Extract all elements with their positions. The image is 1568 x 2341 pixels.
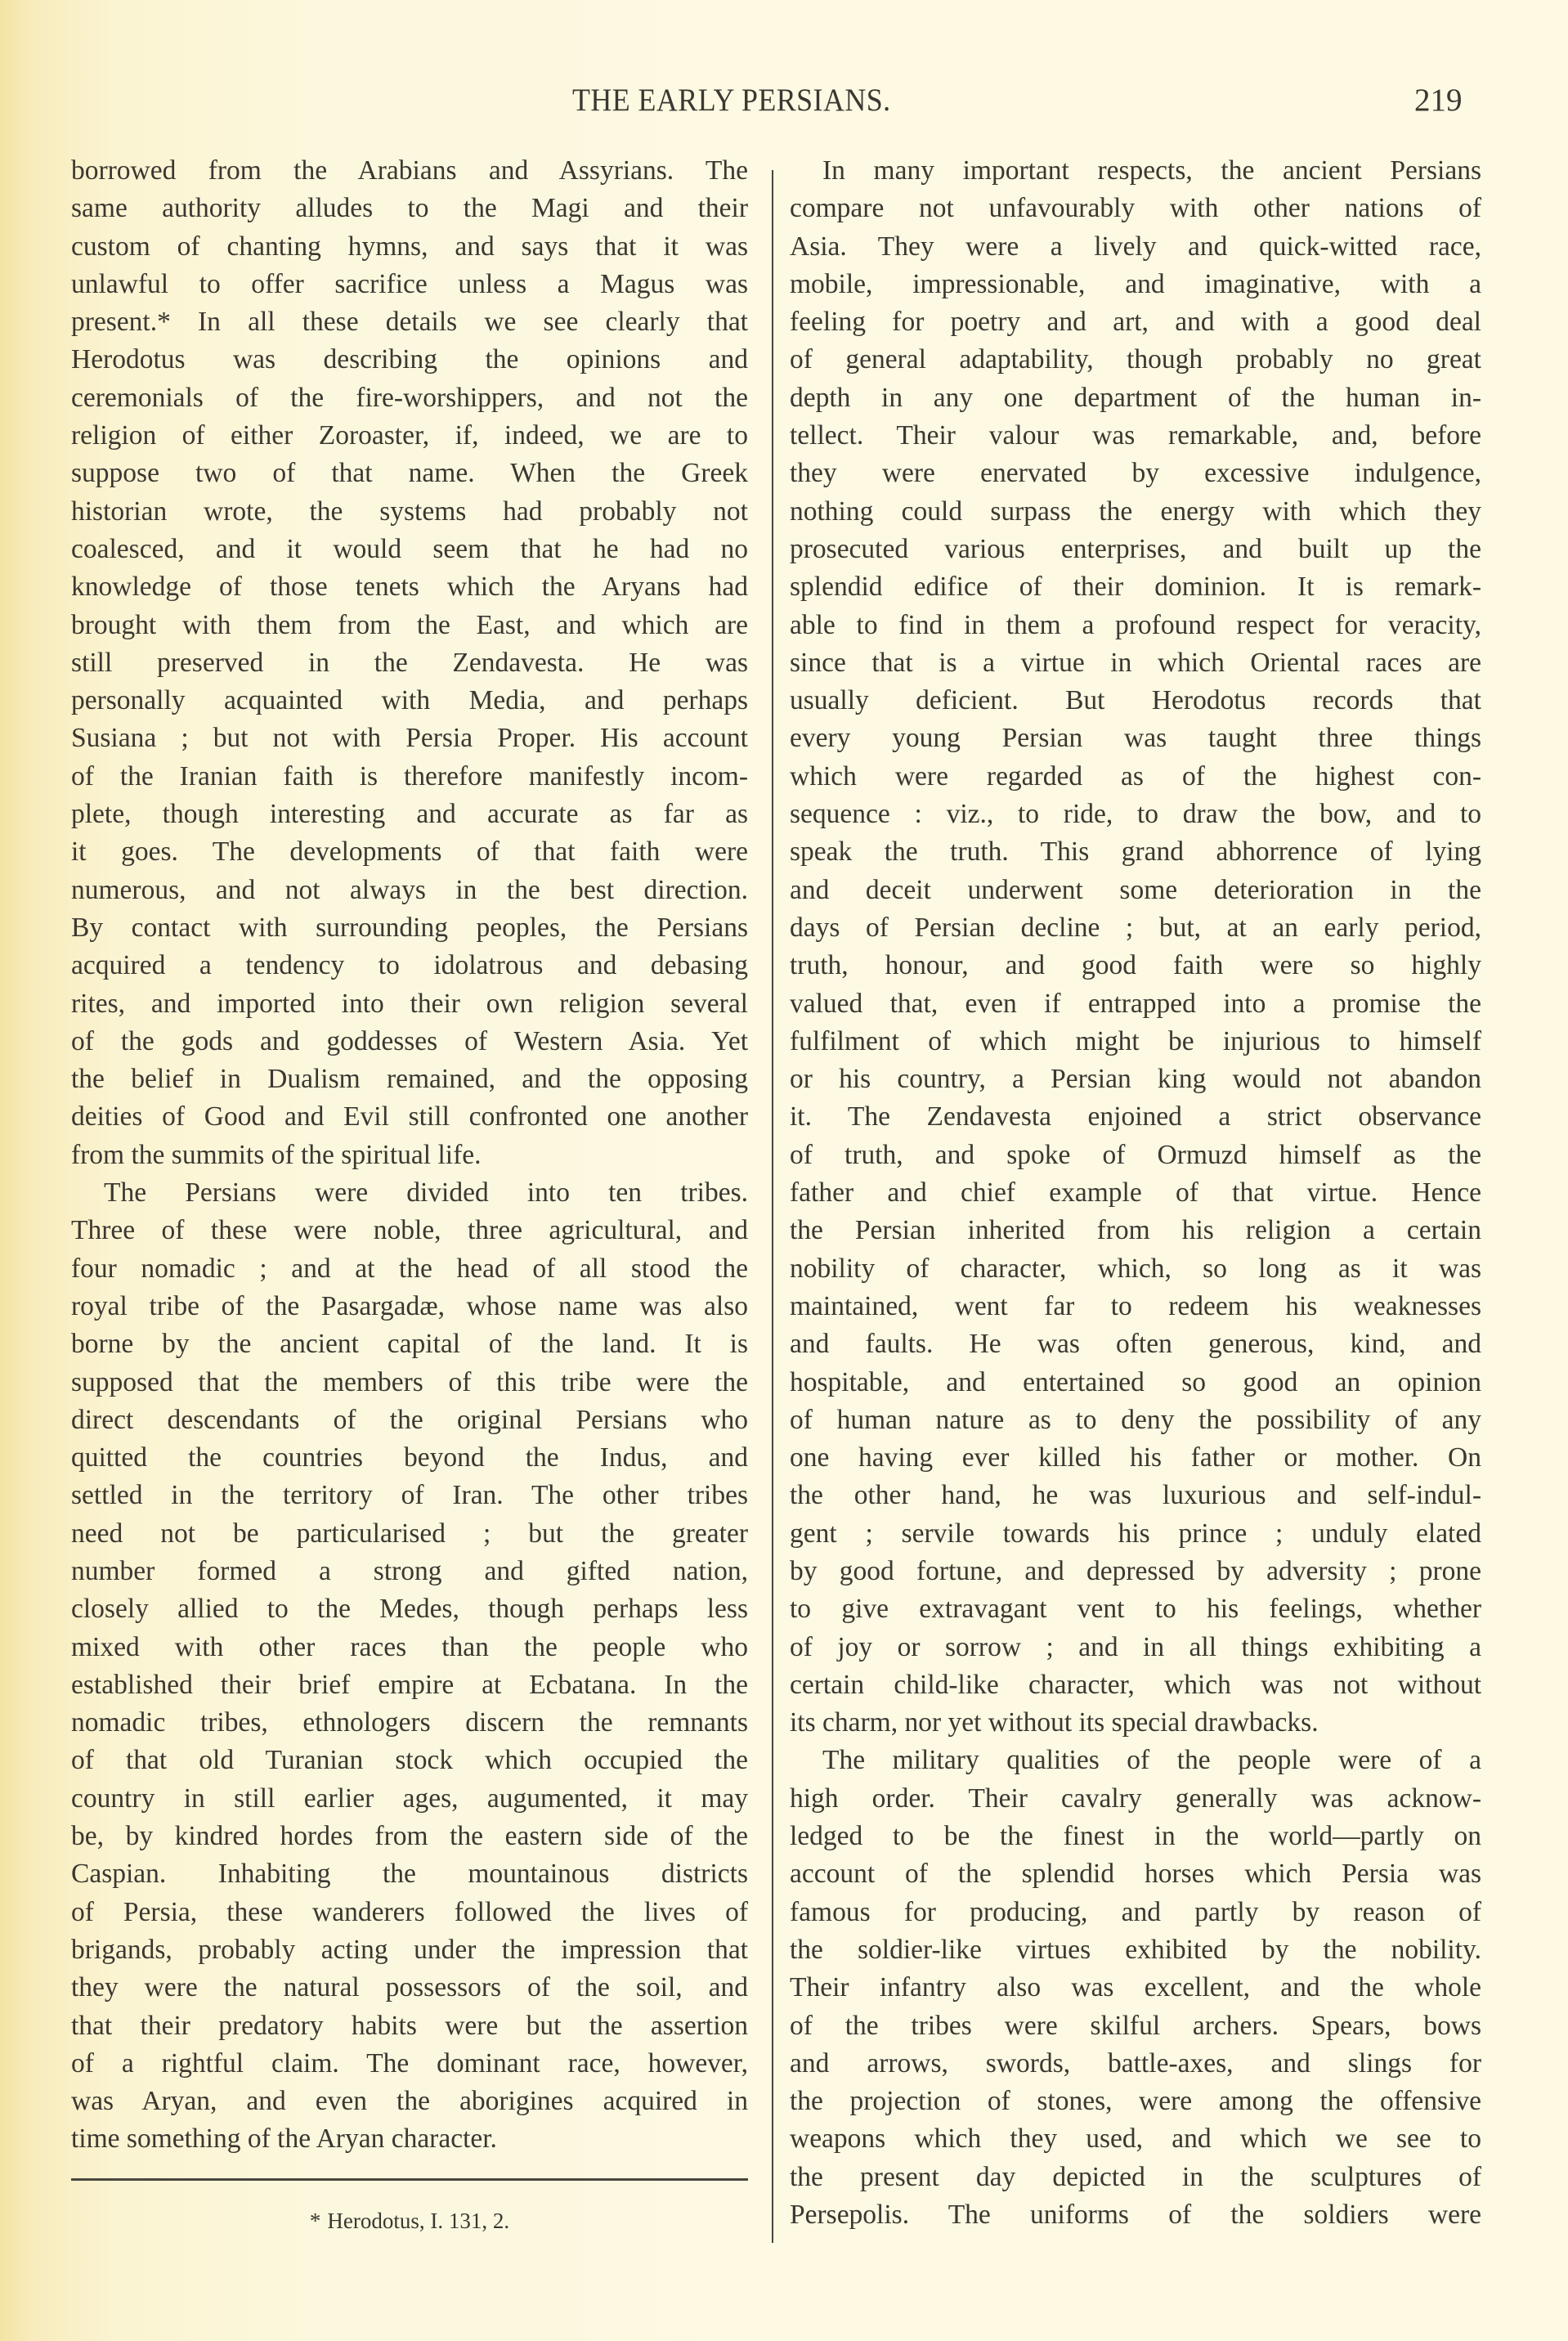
text-line: and faults. He was often generous, kind, and bbox=[790, 1329, 1481, 1360]
text-line: splendid edifice of their dominion. It is remark- bbox=[790, 572, 1481, 603]
text-line: of the Iranian faith is therefore manifestly incom- bbox=[71, 760, 748, 792]
text-line: they were enervated by excessive indulgence, bbox=[790, 458, 1481, 489]
text-line: nobility of character, which, so long as it was bbox=[790, 1253, 1481, 1284]
text-line: compare not unfavourably with other nations of bbox=[790, 193, 1481, 224]
text-line: which were regarded as of the highest con- bbox=[790, 760, 1481, 792]
text-line: The Persians were divided into ten tribes. bbox=[104, 1177, 748, 1209]
text-line: ledged to be the finest in the world—partly on bbox=[790, 1821, 1481, 1852]
text-line: of joy or sorrow ; and in all things exhibiting a bbox=[790, 1631, 1481, 1662]
text-line: four nomadic ; and at the head of all stood the bbox=[71, 1253, 748, 1284]
footnote-rule bbox=[71, 2178, 748, 2181]
text-line: the soldier-like virtues exhibited by the nobility. bbox=[790, 1934, 1481, 1965]
text-line: coalesced, and it would seem that he had no bbox=[71, 533, 748, 564]
text-line: or his country, a Persian king would not abandon bbox=[790, 1064, 1481, 1095]
text-line: father and chief example of that virtue. Hence bbox=[790, 1177, 1481, 1209]
text-line: prosecuted various enterprises, and built up the bbox=[790, 533, 1481, 564]
text-line: and arrows, swords, battle-axes, and slings for bbox=[790, 2047, 1481, 2079]
text-line: able to find in them a profound respect for veracity, bbox=[790, 609, 1481, 640]
text-line: deities of Good and Evil still confronted one another bbox=[71, 1101, 748, 1132]
running-head bbox=[0, 80, 1568, 121]
text-line: suppose two of that name. When the Greek bbox=[71, 458, 748, 489]
text-line: plete, though interesting and accurate as far as bbox=[71, 799, 748, 830]
left-column bbox=[71, 152, 748, 2159]
text-line: Caspian. Inhabiting the mountainous districts bbox=[71, 1859, 748, 1890]
text-line: every young Persian was taught three things bbox=[790, 723, 1481, 754]
text-line: valued that, even if entrapped into a promise the bbox=[790, 988, 1481, 1019]
text-line: and deceit underwent some deterioration in the bbox=[790, 874, 1481, 905]
text-line: fulfilment of which might be injurious to himself bbox=[790, 1025, 1481, 1056]
text-line: of Persia, these wanderers followed the lives of bbox=[71, 1896, 748, 1927]
text-line: number formed a strong and gifted nation, bbox=[71, 1555, 748, 1586]
text-line: personally acquainted with Media, and perhaps bbox=[71, 685, 748, 716]
text-line: they were the natural possessors of the soil, and bbox=[71, 1972, 748, 2003]
text-line: of general adaptability, though probably no great bbox=[790, 344, 1481, 375]
text-line: since that is a virtue in which Oriental races are bbox=[790, 647, 1481, 678]
text-line: still preserved in the Zendavesta. He was bbox=[71, 647, 748, 678]
text-line: The military qualities of the people were of a bbox=[822, 1745, 1481, 1776]
text-line: of human nature as to deny the possibility of any bbox=[790, 1404, 1481, 1435]
text-line: famous for producing, and partly by reason of bbox=[790, 1896, 1481, 1927]
text-line: borrowed from the Arabians and Assyrians. The bbox=[71, 155, 748, 186]
text-line: nothing could surpass the energy with which they bbox=[790, 496, 1481, 527]
text-line: unlawful to offer sacrifice unless a Magus was bbox=[71, 268, 748, 299]
text-line: quitted the countries beyond the Indus, and bbox=[71, 1442, 748, 1473]
text-line: feeling for poetry and art, and with a good deal bbox=[790, 307, 1481, 338]
text-line: country in still earlier ages, augumented, it may bbox=[71, 1783, 748, 1814]
page-number: 219 bbox=[1414, 83, 1463, 118]
footnote-marker: * bbox=[309, 2209, 321, 2233]
text-line: of the gods and goddesses of Western Asia. Yet bbox=[71, 1025, 748, 1056]
text-line: by good fortune, and depressed by adversity ; prone bbox=[790, 1555, 1481, 1586]
text-line: Their infantry also was excellent, and the whole bbox=[790, 1972, 1481, 2003]
text-line: be, by kindred hordes from the eastern side of the bbox=[71, 1821, 748, 1852]
text-line: usually deficient. But Herodotus records that bbox=[790, 685, 1481, 716]
text-line: weapons which they used, and which we see to bbox=[790, 2123, 1481, 2155]
running-title: THE EARLY PERSIANS. bbox=[572, 83, 891, 118]
footnote bbox=[71, 2206, 748, 2236]
text-line: certain child-like character, which was not without bbox=[790, 1669, 1481, 1700]
text-line: rites, and imported into their own religion several bbox=[71, 988, 748, 1019]
text-line: royal tribe of the Pasargadæ, whose name was also bbox=[71, 1290, 748, 1321]
text-line: truth, honour, and good faith were so highly bbox=[790, 950, 1481, 981]
text-line: closely allied to the Medes, though perhaps less bbox=[71, 1594, 748, 1625]
text-line: present.* In all these details we see clearly that bbox=[71, 307, 748, 338]
text-line: mobile, impressionable, and imaginative, with a bbox=[790, 268, 1481, 299]
text-line: days of Persian decline ; but, at an early period, bbox=[790, 912, 1481, 943]
text-line: it. The Zendavesta enjoined a strict observance bbox=[790, 1101, 1481, 1132]
text-line: In many important respects, the ancient Persians bbox=[822, 155, 1481, 186]
text-line: supposed that the members of this tribe were the bbox=[71, 1366, 748, 1397]
text-line: historian wrote, the systems had probably not bbox=[71, 496, 748, 527]
text-line: religion of either Zoroaster, if, indeed, we are to bbox=[71, 420, 748, 451]
text-line: numerous, and not always in the best direction. bbox=[71, 874, 748, 905]
text-line: of a rightful claim. The dominant race, however, bbox=[71, 2047, 748, 2079]
text-line: Three of these were noble, three agricultural, and bbox=[71, 1215, 748, 1246]
text-line: time something of the Aryan character. bbox=[71, 2123, 497, 2155]
text-line: the present day depicted in the sculptures of bbox=[790, 2161, 1481, 2192]
text-line: was Aryan, and even the aborigines acquired in bbox=[71, 2086, 748, 2117]
text-line: tellect. Their valour was remarkable, and, before bbox=[790, 420, 1481, 451]
text-line: By contact with surrounding peoples, the Persians bbox=[71, 912, 748, 943]
text-line: borne by the ancient capital of the land. It is bbox=[71, 1329, 748, 1360]
text-line: acquired a tendency to idolatrous and debasing bbox=[71, 950, 748, 981]
text-line: account of the splendid horses which Persia was bbox=[790, 1859, 1481, 1890]
text-line: ceremonials of the fire-worshippers, and not the bbox=[71, 382, 748, 413]
text-line: Susiana ; but not with Persia Proper. His account bbox=[71, 723, 748, 754]
text-line: of that old Turanian stock which occupied the bbox=[71, 1745, 748, 1776]
text-line: of truth, and spoke of Ormuzd himself as the bbox=[790, 1139, 1481, 1170]
text-line: the other hand, he was luxurious and self-indul- bbox=[790, 1480, 1481, 1511]
text-line: settled in the territory of Iran. The other tribes bbox=[71, 1480, 748, 1511]
text-line: maintained, went far to redeem his weaknesses bbox=[790, 1290, 1481, 1321]
text-line: the projection of stones, were among the offensive bbox=[790, 2086, 1481, 2117]
text-line: sequence : viz., to ride, to draw the bow, and to bbox=[790, 799, 1481, 830]
text-line: Asia. They were a lively and quick-witted race, bbox=[790, 231, 1481, 262]
text-line: mixed with other races than the people who bbox=[71, 1631, 748, 1662]
text-line: hospitable, and entertained so good an opinion bbox=[790, 1366, 1481, 1397]
text-line: from the summits of the spiritual life. bbox=[71, 1139, 482, 1170]
text-line: direct descendants of the original Persians who bbox=[71, 1404, 748, 1435]
text-line: nomadic tribes, ethnologers discern the remnants bbox=[71, 1707, 748, 1738]
text-line: custom of chanting hymns, and says that it was bbox=[71, 231, 748, 262]
text-line: that their predatory habits were but the assertion bbox=[71, 2010, 748, 2041]
text-line: of the tribes were skilful archers. Spears, bows bbox=[790, 2010, 1481, 2041]
text-line: the Persian inherited from his religion a certain bbox=[790, 1215, 1481, 1246]
text-line: to give extravagant vent to his feelings, whether bbox=[790, 1594, 1481, 1625]
column-divider bbox=[772, 170, 773, 2243]
text-line: its charm, nor yet without its special drawbacks. bbox=[790, 1707, 1319, 1738]
text-line: Herodotus was describing the opinions and bbox=[71, 344, 748, 375]
text-line: the belief in Dualism remained, and the opposing bbox=[71, 1064, 748, 1095]
text-line: established their brief empire at Ecbatana. In the bbox=[71, 1669, 748, 1700]
text-line: brigands, probably acting under the impression that bbox=[71, 1934, 748, 1965]
text-line: speak the truth. This grand abhorrence of lying bbox=[790, 836, 1481, 868]
text-line: Persepolis. The uniforms of the soldiers were bbox=[790, 2200, 1481, 2231]
text-line: brought with them from the East, and which are bbox=[71, 609, 748, 640]
text-line: depth in any one department of the human in- bbox=[790, 382, 1481, 413]
footnote-text: Herodotus, I. 131, 2. bbox=[327, 2209, 510, 2233]
text-line: it goes. The developments of that faith were bbox=[71, 836, 748, 868]
text-line: gent ; servile towards his prince ; unduly elated bbox=[790, 1518, 1481, 1549]
text-line: high order. Their cavalry generally was acknow- bbox=[790, 1783, 1481, 1814]
text-line: same authority alludes to the Magi and their bbox=[71, 193, 748, 224]
right-column bbox=[790, 152, 1481, 2234]
text-line: need not be particularised ; but the greater bbox=[71, 1518, 748, 1549]
text-line: one having ever killed his father or mother. On bbox=[790, 1442, 1481, 1473]
text-line: knowledge of those tenets which the Aryans had bbox=[71, 572, 748, 603]
